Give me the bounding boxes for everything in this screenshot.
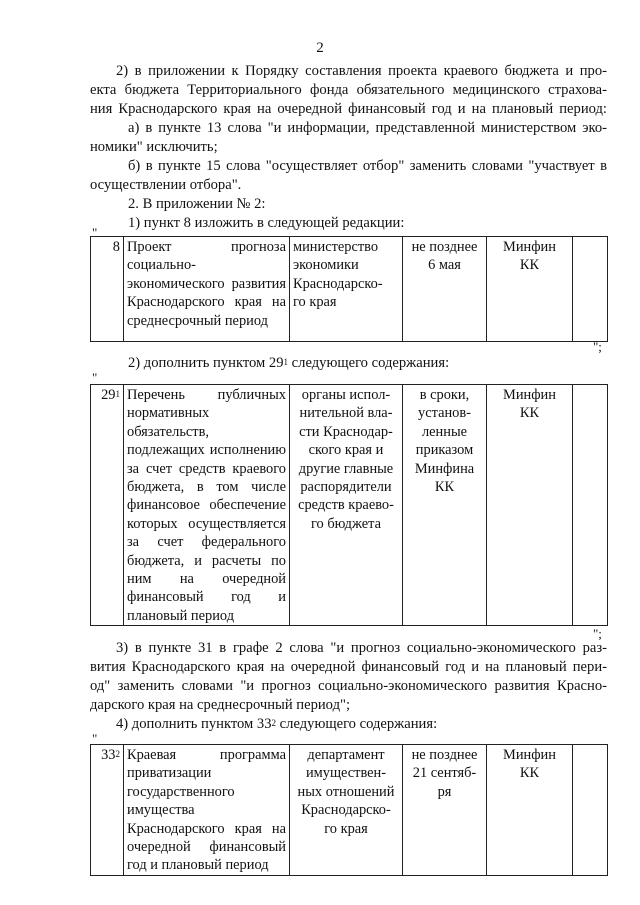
para-a-line2: номики" исключить; — [90, 139, 218, 155]
item-responsible: министерство экономики Краснодарско- го края — [290, 237, 403, 342]
close-quote-1: "; — [593, 339, 602, 354]
para-2-heading: 2. В приложении № 2: — [128, 196, 266, 212]
item-number-sup: 1 — [115, 389, 120, 399]
item-deadline: в сроки, установ- ленные приказом Минфина КК — [403, 385, 487, 626]
para-2-item2-text: 2) дополнить пунктом 29 — [128, 355, 284, 371]
table-row — [91, 237, 608, 342]
open-quote-2: " — [92, 370, 98, 385]
para-b-line1: б) в пункте 15 слова "осуществляет отбор" заменить словами "участвует в — [128, 158, 607, 174]
item-number — [91, 745, 124, 876]
para-b-line2: осуществлении отбора". — [90, 177, 242, 193]
table-item-33-2 — [90, 744, 608, 876]
item-name: Проект прогноза социально-экономического развития Краснодарского края на среднесрочный период — [124, 237, 290, 342]
para-a-line1: а) в пункте 13 слова "и информации, представленной министерством эко- — [128, 120, 607, 136]
page-number: 2 — [316, 40, 324, 56]
item-blank — [573, 237, 608, 342]
open-quote-3: " — [92, 731, 98, 746]
table-item-29-1 — [90, 384, 608, 626]
para-2-item2-sup: 1 — [283, 357, 289, 367]
para-4-text: 4) дополнить пунктом 33 — [116, 716, 272, 732]
para1-line3: ния Краснодарского края на очередной финансовый год и на плановый период: — [90, 101, 607, 117]
item-deadline: не позднее 21 сентяб- ря — [403, 745, 487, 876]
item-blank — [573, 385, 608, 626]
item-number-text: 33 — [101, 747, 116, 763]
item-recipient: Минфин КК — [487, 385, 573, 626]
table-item-8 — [90, 236, 608, 342]
para-3-line3: од" заменить словами "и прогноз социально-экономического развития Красно- — [90, 678, 607, 694]
item-recipient: Минфин КК — [487, 237, 573, 342]
para-2-item2-text-end: следующего содержания: — [288, 355, 450, 371]
para-3-line1: 3) в пункте 31 в графе 2 слова "и прогноз социально-экономического раз- — [116, 640, 607, 656]
item-name: Перечень публичных нормативных обязательств, подлежащих исполнению за счет средств краевого бюджета, в том числе финансовое обеспечение которых осуществляется за счет федерального бюджета, и расчеты по ним на очередной финансовый год и плановый период — [124, 385, 290, 626]
para-4 — [116, 715, 437, 734]
item-responsible: департамент имуществен- ных отношений Краснодарско- го края — [290, 745, 403, 876]
table-row — [91, 385, 608, 626]
para1-line2: екта бюджета Территориального фонда обязательного медицинского страхова- — [90, 82, 607, 98]
para-4-sup: 2 — [271, 718, 277, 728]
item-name: Краевая программа приватизации государственного имущества Краснодарского края на очередной финансовый год и плановый период — [124, 745, 290, 876]
para-3-line2: вития Краснодарского края на очередной финансовый год и на плановый пери- — [90, 659, 607, 675]
item-number: 8 — [91, 237, 124, 342]
table-row — [91, 745, 608, 876]
para-2-item1: 1) пункт 8 изложить в следующей редакции: — [128, 215, 405, 231]
item-number-sup: 2 — [115, 749, 120, 759]
close-quote-2: "; — [593, 626, 602, 641]
item-blank — [573, 745, 608, 876]
para-3-line4: дарского края на среднесрочный период"; — [90, 697, 351, 713]
item-recipient: Минфин КК — [487, 745, 573, 876]
open-quote-1: " — [92, 225, 98, 240]
item-responsible: органы испол- нительной вла- сти Краснодар- ского края и другие главные распорядители средств краево- го бюджета — [290, 385, 403, 626]
para-2-item2 — [128, 354, 449, 373]
para-4-text-end: следующего содержания: — [276, 716, 438, 732]
item-number — [91, 385, 124, 626]
item-deadline: не позднее 6 мая — [403, 237, 487, 342]
item-number-text: 29 — [101, 387, 116, 403]
para1-line1: 2) в приложении к Порядку составления проекта краевого бюджета и про- — [116, 63, 607, 79]
